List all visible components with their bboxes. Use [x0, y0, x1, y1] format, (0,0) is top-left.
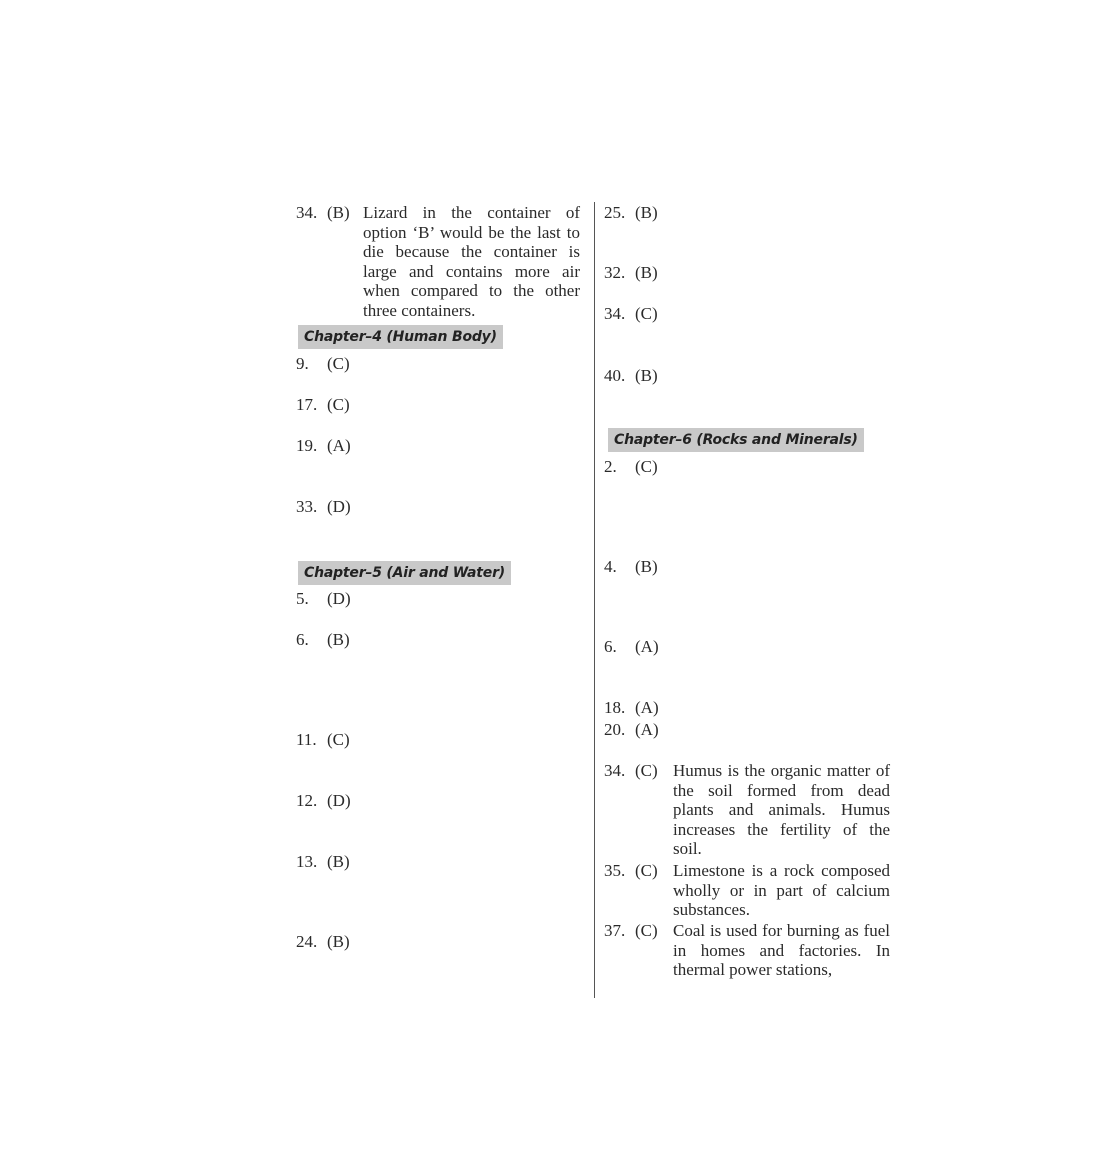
answer-row — [604, 457, 658, 477]
answer-number: 20. — [604, 720, 626, 739]
answer-option: (C) — [635, 761, 658, 780]
answer-row — [296, 730, 350, 750]
answer-right-q35 — [604, 861, 658, 881]
explanation-right-q37: Coal is used for burning as fuel in homes and factories. In thermal power stations, — [673, 921, 890, 980]
answer-row — [296, 630, 350, 650]
explanation-right-q34: Humus is the organic matter of the soil formed from dead plants and animals. Humus increases the fertility of the soil. — [673, 761, 890, 859]
answer-row — [604, 203, 658, 223]
explanation-right-q35: Limestone is a rock composed wholly or in part of calcium substances. — [673, 861, 890, 920]
answer-option: (B) — [327, 630, 350, 649]
answer-row — [604, 366, 658, 386]
answer-number: 13. — [296, 852, 318, 871]
answer-number: 40. — [604, 366, 626, 385]
answer-number: 6. — [296, 630, 309, 649]
column-divider — [594, 202, 595, 998]
answer-number: 6. — [604, 637, 617, 656]
answer-row — [604, 263, 658, 283]
answer-number: 24. — [296, 932, 318, 951]
answer-number: 5. — [296, 589, 309, 608]
answer-option: (B) — [327, 203, 350, 222]
answer-row — [604, 557, 658, 577]
chapter-heading-4: Chapter–4 (Human Body) — [298, 325, 503, 349]
answer-row — [296, 354, 350, 374]
answer-option: (A) — [635, 637, 659, 656]
answer-option: (D) — [327, 589, 351, 608]
answer-option: (C) — [635, 921, 658, 940]
answer-option: (B) — [327, 852, 350, 871]
answer-row — [296, 395, 350, 415]
answer-option: (C) — [327, 730, 350, 749]
answer-option: (A) — [635, 698, 659, 717]
answer-row — [296, 589, 351, 609]
answer-number: 33. — [296, 497, 318, 516]
answer-option: (B) — [635, 366, 658, 385]
answer-row — [604, 698, 659, 718]
chapter-heading-6: Chapter–6 (Rocks and Minerals) — [608, 428, 864, 452]
answer-option: (B) — [635, 263, 658, 282]
answer-option: (C) — [635, 457, 658, 476]
answer-option: (C) — [327, 354, 350, 373]
answer-row — [296, 497, 351, 517]
answer-row — [296, 436, 351, 456]
answer-option: (A) — [635, 720, 659, 739]
answer-option: (B) — [635, 203, 658, 222]
explanation-left-q34: Lizard in the container of option ‘B’ would be the last to die because the container is large and contains more air when compared to the other three containers. — [363, 203, 580, 320]
answer-row — [296, 932, 350, 952]
answer-option: (C) — [327, 395, 350, 414]
answer-number: 32. — [604, 263, 626, 282]
answer-option: (B) — [327, 932, 350, 951]
answer-number: 9. — [296, 354, 309, 373]
answer-number: 17. — [296, 395, 318, 414]
answer-option: (C) — [635, 861, 658, 880]
answer-row — [604, 720, 659, 740]
chapter-heading-5: Chapter–5 (Air and Water) — [298, 561, 511, 585]
answer-number: 34. — [296, 203, 318, 222]
answer-number: 34. — [604, 761, 626, 780]
answer-number: 18. — [604, 698, 626, 717]
answer-row — [296, 852, 350, 872]
answer-number: 25. — [604, 203, 626, 222]
answer-number: 35. — [604, 861, 626, 880]
answer-option: (C) — [635, 304, 658, 323]
answer-right-q34 — [604, 761, 658, 781]
answer-option: (A) — [327, 436, 351, 455]
answer-row — [296, 791, 351, 811]
answer-row — [604, 304, 658, 324]
answer-number: 11. — [296, 730, 317, 749]
answer-row — [604, 637, 659, 657]
answer-number: 19. — [296, 436, 318, 455]
answer-option: (D) — [327, 497, 351, 516]
answer-number: 4. — [604, 557, 617, 576]
answer-number: 12. — [296, 791, 318, 810]
answer-number: 34. — [604, 304, 626, 323]
answer-number: 37. — [604, 921, 626, 940]
answer-number: 2. — [604, 457, 617, 476]
answer-left-q34 — [296, 203, 350, 223]
answer-right-q37 — [604, 921, 658, 941]
answer-option: (D) — [327, 791, 351, 810]
answer-option: (B) — [635, 557, 658, 576]
